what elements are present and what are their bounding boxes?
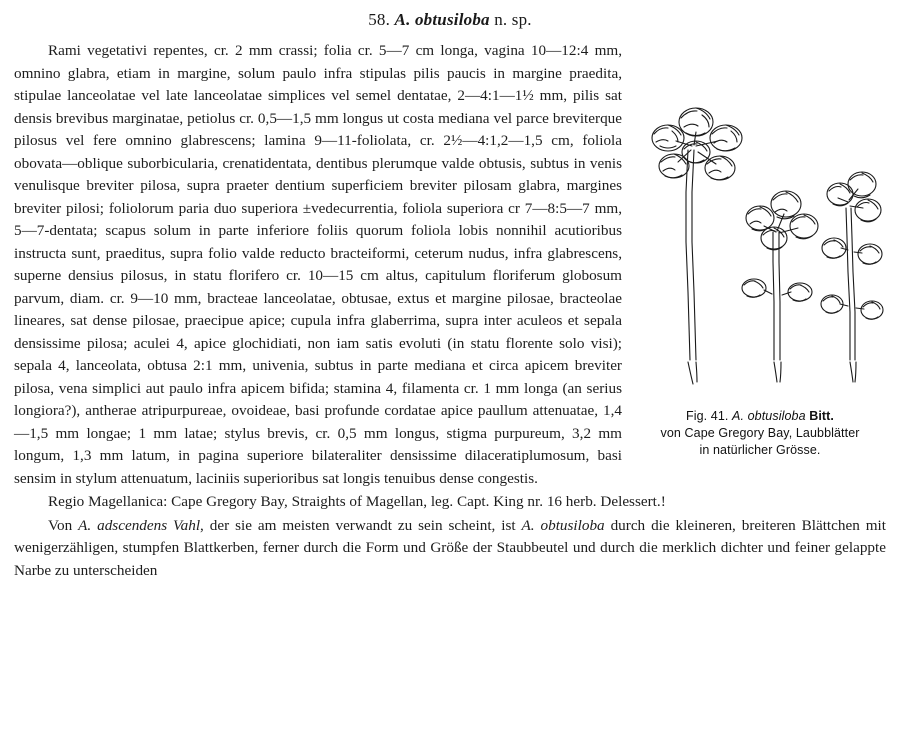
note-italic-1: A. adscendens Vahl (78, 516, 201, 534)
figure-author: Bitt. (809, 409, 835, 423)
content-area (14, 40, 886, 582)
figure-illustration (634, 42, 884, 402)
figure-caption-line1 (634, 408, 886, 425)
description-paragraph-2: Regio Magellanica: Cape Gregory Bay, Straights of Magellan, leg. Capt. King nr. 16 herb. Delessert.! (48, 493, 666, 510)
figure-caption (634, 408, 886, 459)
figure-species: A. obtusiloba (732, 409, 806, 423)
figure-locality: von Cape Gregory Bay, (660, 425, 793, 440)
figure-label: Fig. 41. (685, 409, 729, 423)
figure-block (634, 42, 886, 459)
plant-drawing-icon (634, 42, 884, 402)
species-authority: n. sp. (494, 10, 532, 29)
species-number: 58. (368, 10, 391, 29)
figure-organ: Laubblätter (795, 425, 860, 440)
species-name: A. obtusiloba (394, 10, 490, 29)
description-paragraph-1: Rami vegetativi repentes, cr. 2 mm crassi; folia cr. 5—7 cm longa, vagina 10—12:4 mm, omnino glabra, etiam in margine, solum paulo infra stipulas pilis paucis in margine praedita, stipulae lanceolatae vel late lanceolatae simplices vel semel dentatae, 2—4:1—1½ mm, pilis sat densis brevibus marginatae, petiolus cr. 0,5—1,5 mm longus ut costa mediana vel parce breviterque pilosus vel fere omnino glabrescens; lamina 9—11-foliolata, cr. 2½—4:1,2—1,5 cm, foliola obovata—oblique suborbicularia, crenatidentata, dentibus plerumque valde obtusis, subtus in venis venulisque breviter pilosa, supra praeter dentium superficiem breviter pilosam glabra, margines breviter pilosi; foliolorum paria duo superiora ±vedecurrentia, foliola superiora cr 7—8:5—7 mm, 5—7-dentata; scapus solum in parte inferiore foliis quorum foliola lobis nonnihil acutioribus instructa sunt, praeditus, supra folio valde reducto bracteiformi, ceterum nudus, infra glabrescens, superne densius pilosus, in statu florifero cr. 10—15 cm altus, capitulum floriferum globosum parvum, diam. cr. 9—10 mm, bracteae lanceolatae, obtusae, extus et margine pilosae, bracteolae lineares, sat dense pilosae, praecipue apice; cupula infra glaberrima, supra inter aculeos et sepala densissime pilosa; aculei 4, apice glochidiati, non iam satis evoluti (in statu florente solo visi); sepala 4, lanceolata, obtusa 2:1 mm, univenia, subtus in parte mediana et circa apicem breviter pilosa, vena simplici aut paulo infra apicem bifida; stamina 4, filamenta cr. 1 mm longa (an serius longiora?), antherae atripurpureae, ovoideae, basi profunde cordatae apice paullum attenuatae, 1,4—1,5 mm longae; 1 mm latae; stylus brevis, cr. 0,5 mm longus, stigma purpureum, 3,2 mm longum, 1,3 mm latum, in pagina superiore bilateraliter densissime dilaceratiplumosum, basi sensim in stylum attenuatum, laciniis superioribus sat longis tenuibus dense congestis. (14, 42, 622, 487)
note-lead: Von (48, 516, 79, 534)
page-title (14, 10, 886, 30)
note-mid-1: , der sie am meisten verwandt zu sein scheint, ist (200, 516, 522, 534)
note-mid-2: durch die kleineren, breiteren Blättchen mit wenigerzähligen, stumpfen Blattkerben, ferner durch die Form und Größe der Staubbeutel und durch die merklich dichter und feiner gelappte Narbe zu unterscheiden (14, 516, 886, 579)
figure-caption-line2 (634, 425, 886, 442)
note-italic-2: A. obtusiloba (521, 516, 605, 534)
description-paragraph-3 (14, 515, 886, 583)
figure-caption-line3: in natürlicher Grösse. (699, 442, 821, 457)
